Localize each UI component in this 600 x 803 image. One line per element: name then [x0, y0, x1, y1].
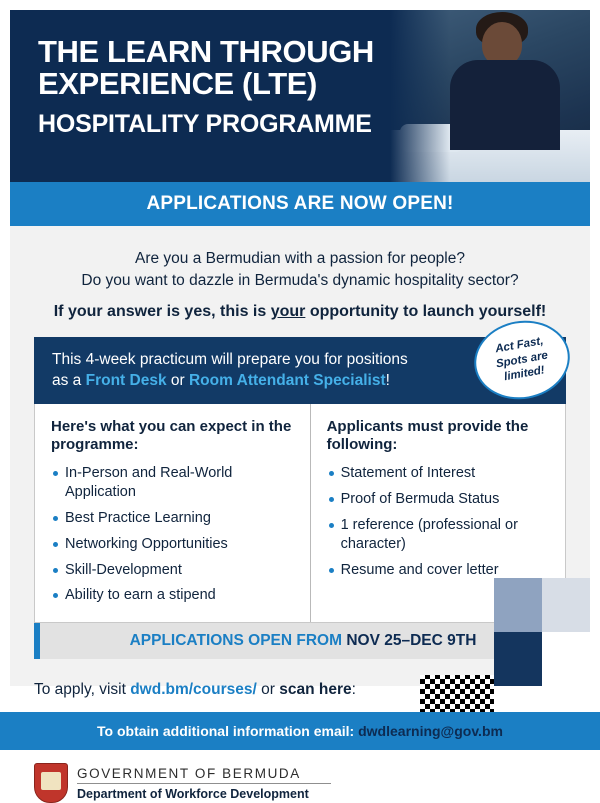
intro-line1: Are you a Bermudian with a passion for people? — [134, 250, 465, 267]
decorative-squares — [494, 578, 590, 686]
government-text — [77, 766, 331, 801]
intro-line3 — [34, 303, 566, 321]
list-item: Statement of Interest — [327, 464, 551, 483]
practicum-line2-suffix: ! — [385, 372, 390, 390]
list-item: Resume and cover letter — [327, 561, 551, 580]
intro-line3-emphasis: your — [270, 302, 306, 320]
decorative-square — [494, 578, 542, 632]
hero-title-block — [10, 10, 430, 139]
list-item: In-Person and Real-World Application — [51, 464, 296, 502]
footer-prefix: To obtain additional information email: — [97, 723, 359, 739]
hero-title-line1: THE LEARN THROUGH — [38, 34, 374, 69]
practicum-line2-middle: or — [166, 372, 189, 390]
footer-email[interactable]: dwdlearning@gov.bm — [358, 723, 503, 739]
intro-block — [34, 248, 566, 321]
badge-line3: limited! — [503, 364, 546, 384]
apply-middle: or — [256, 681, 280, 699]
decorative-square — [542, 632, 590, 686]
role-room-attendant: Room Attendant Specialist — [188, 372, 386, 390]
list-item: Ability to earn a stipend — [51, 586, 296, 605]
expectations-list — [51, 464, 296, 605]
intro-line2: Do you want to dazzle in Bermuda's dynamic hospitality sector? — [81, 272, 519, 290]
list-item: Skill-Development — [51, 561, 296, 580]
expectations-column — [35, 404, 311, 623]
hero-section — [10, 10, 590, 182]
bermuda-coat-of-arms-icon — [34, 763, 68, 803]
two-column-section — [34, 404, 566, 624]
apply-scan-label: scan here — [279, 681, 352, 699]
practicum-callout — [34, 334, 566, 404]
apply-prefix: To apply, visit — [34, 681, 131, 699]
list-item: Proof of Bermuda Status — [327, 490, 551, 509]
government-name: GOVERNMENT OF BERMUDA — [77, 766, 331, 784]
applications-dates-bar — [34, 623, 566, 659]
department-name: Department of Workforce Development — [77, 786, 309, 801]
decorative-square — [542, 578, 590, 632]
banner-label: APPLICATIONS ARE NOW OPEN! — [146, 193, 454, 214]
badge-line2: Spots are — [495, 349, 549, 370]
apply-link[interactable]: dwd.bm/courses/ — [130, 681, 257, 699]
requirements-heading: Applicants must provide the following: — [326, 417, 529, 454]
requirements-list — [327, 464, 551, 579]
apply-suffix: : — [351, 681, 356, 699]
list-item: Best Practice Learning — [51, 509, 296, 528]
expectations-heading: Here's what you can expect in the programme: — [51, 417, 292, 454]
hero-title-line3: HOSPITALITY PROGRAMME — [38, 110, 372, 139]
person-body-decoration — [450, 60, 560, 150]
footer-contact — [97, 723, 503, 739]
apply-instructions — [34, 675, 356, 699]
practicum-line1: This 4-week practicum will prepare you for positions — [52, 350, 408, 368]
applications-dates-value: NOV 25–DEC 9TH — [346, 632, 477, 650]
practicum-line2-prefix: as a — [52, 372, 86, 390]
list-item: Networking Opportunities — [51, 535, 296, 554]
role-front-desk: Front Desk — [85, 372, 167, 390]
intro-line3-prefix: If your answer is yes, this is — [53, 302, 271, 320]
government-logo-block — [34, 763, 566, 803]
intro-line3-suffix: opportunity to launch yourself! — [305, 302, 547, 320]
act-fast-badge — [468, 313, 576, 406]
applications-open-banner — [10, 182, 590, 226]
footer-bar — [0, 712, 600, 750]
badge-line1: Act Fast, — [494, 334, 545, 355]
decorative-square — [494, 632, 542, 686]
hero-title-line2: EXPERIENCE (LTE) — [38, 66, 317, 102]
list-item: 1 reference (professional or character) — [327, 516, 551, 554]
applications-dates-label: APPLICATIONS OPEN FROM — [129, 632, 347, 650]
